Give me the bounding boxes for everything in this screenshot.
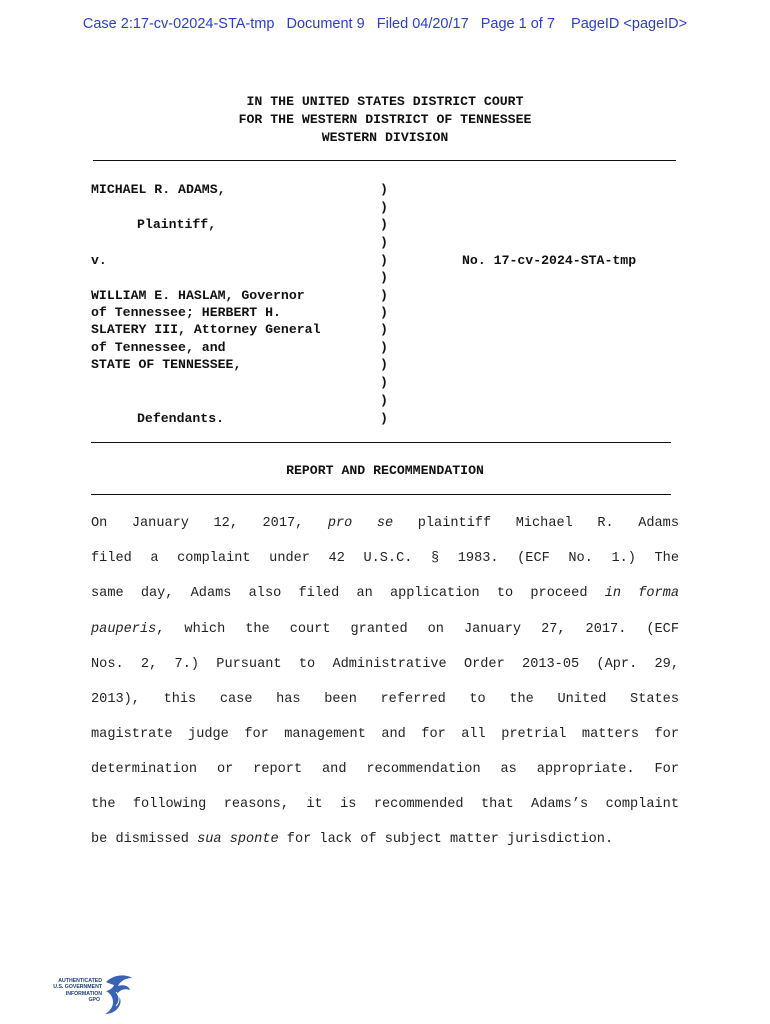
versus: v.: [91, 253, 107, 268]
defendant-line: of Tennessee; HERBERT H.: [91, 305, 281, 320]
seal-line: GPO: [88, 997, 100, 1004]
caption-paren: ): [380, 305, 388, 320]
defendants-role: Defendants.: [137, 411, 225, 426]
seal-line: AUTHENTICATED: [58, 978, 102, 984]
document-title: REPORT AND RECOMMENDATION: [286, 463, 484, 478]
court-caption: [0, 93, 770, 146]
gpo-authentication-seal: [44, 972, 134, 1018]
caption-paren: ): [380, 393, 388, 408]
seal-text: [44, 978, 102, 1004]
defendant-line: SLATERY III, Attorney General: [91, 322, 321, 337]
defendant-line: WILLIAM E. HASLAM, Governor: [91, 288, 305, 303]
seal-line: INFORMATION: [65, 990, 102, 997]
caption-paren: ): [380, 322, 388, 337]
caption-paren: ): [380, 182, 388, 197]
eagle-icon: [102, 972, 134, 1018]
caption-paren: ): [380, 288, 388, 303]
body-line: On January 12, 2017, pro se plaintiff Michael R. Adams: [91, 516, 679, 531]
caption-paren: ): [380, 340, 388, 355]
seal-line: U.S. GOVERNMENT: [53, 984, 102, 991]
ecf-header-stamp: Case 2:17-cv-02024-STA-tmp Document 9 Filed 04/20/17 Page 1 of 7 PageID <pageID>: [82, 16, 688, 32]
body-line: filed a complaint under 42 U.S.C. § 1983. (ECF No. 1.) The: [91, 551, 679, 566]
title-rule: [91, 494, 671, 495]
body-line: same day, Adams also filed an application to proceed in forma: [91, 586, 680, 601]
plaintiff-role: Plaintiff,: [137, 217, 217, 232]
caption-paren: ): [380, 253, 388, 268]
caption-paren: ): [380, 411, 388, 426]
body-line: magistrate judge for management and for all pretrial matters for: [91, 727, 679, 742]
division-line: WESTERN DIVISION: [321, 129, 449, 145]
body-line: 2013), this case has been referred to the United States: [91, 692, 679, 707]
court-name-line: IN THE UNITED STATES DISTRICT COURT: [246, 94, 524, 109]
body-line: pauperis, which the court granted on January 27, 2017. (ECF: [91, 622, 679, 637]
defendant-line: STATE OF TENNESSEE,: [91, 357, 242, 372]
caption-bottom-rule: [91, 442, 671, 443]
caption-paren: ): [380, 217, 388, 232]
plaintiff-name: MICHAEL R. ADAMS,: [91, 182, 226, 197]
caption-paren: ): [380, 270, 388, 285]
defendant-line: of Tennessee, and: [91, 340, 226, 355]
body-line: be dismissed sua sponte for lack of subject matter jurisdiction.: [91, 832, 614, 847]
caption-paren: ): [380, 200, 388, 215]
body-line: Nos. 2, 7.) Pursuant to Administrative Order 2013-05 (Apr. 29,: [91, 657, 679, 672]
caption-top-rule: [93, 160, 676, 161]
district-line: FOR THE WESTERN DISTRICT OF TENNESSEE: [238, 111, 532, 127]
caption-paren: ): [380, 357, 388, 372]
caption-paren: ): [380, 235, 388, 250]
body-line: the following reasons, it is recommended that Adams’s complaint: [91, 797, 679, 812]
body-line: determination or report and recommendation as appropriate. For: [91, 762, 679, 777]
case-number: No. 17-cv-2024-STA-tmp: [462, 253, 637, 268]
caption-paren: ): [380, 375, 388, 390]
